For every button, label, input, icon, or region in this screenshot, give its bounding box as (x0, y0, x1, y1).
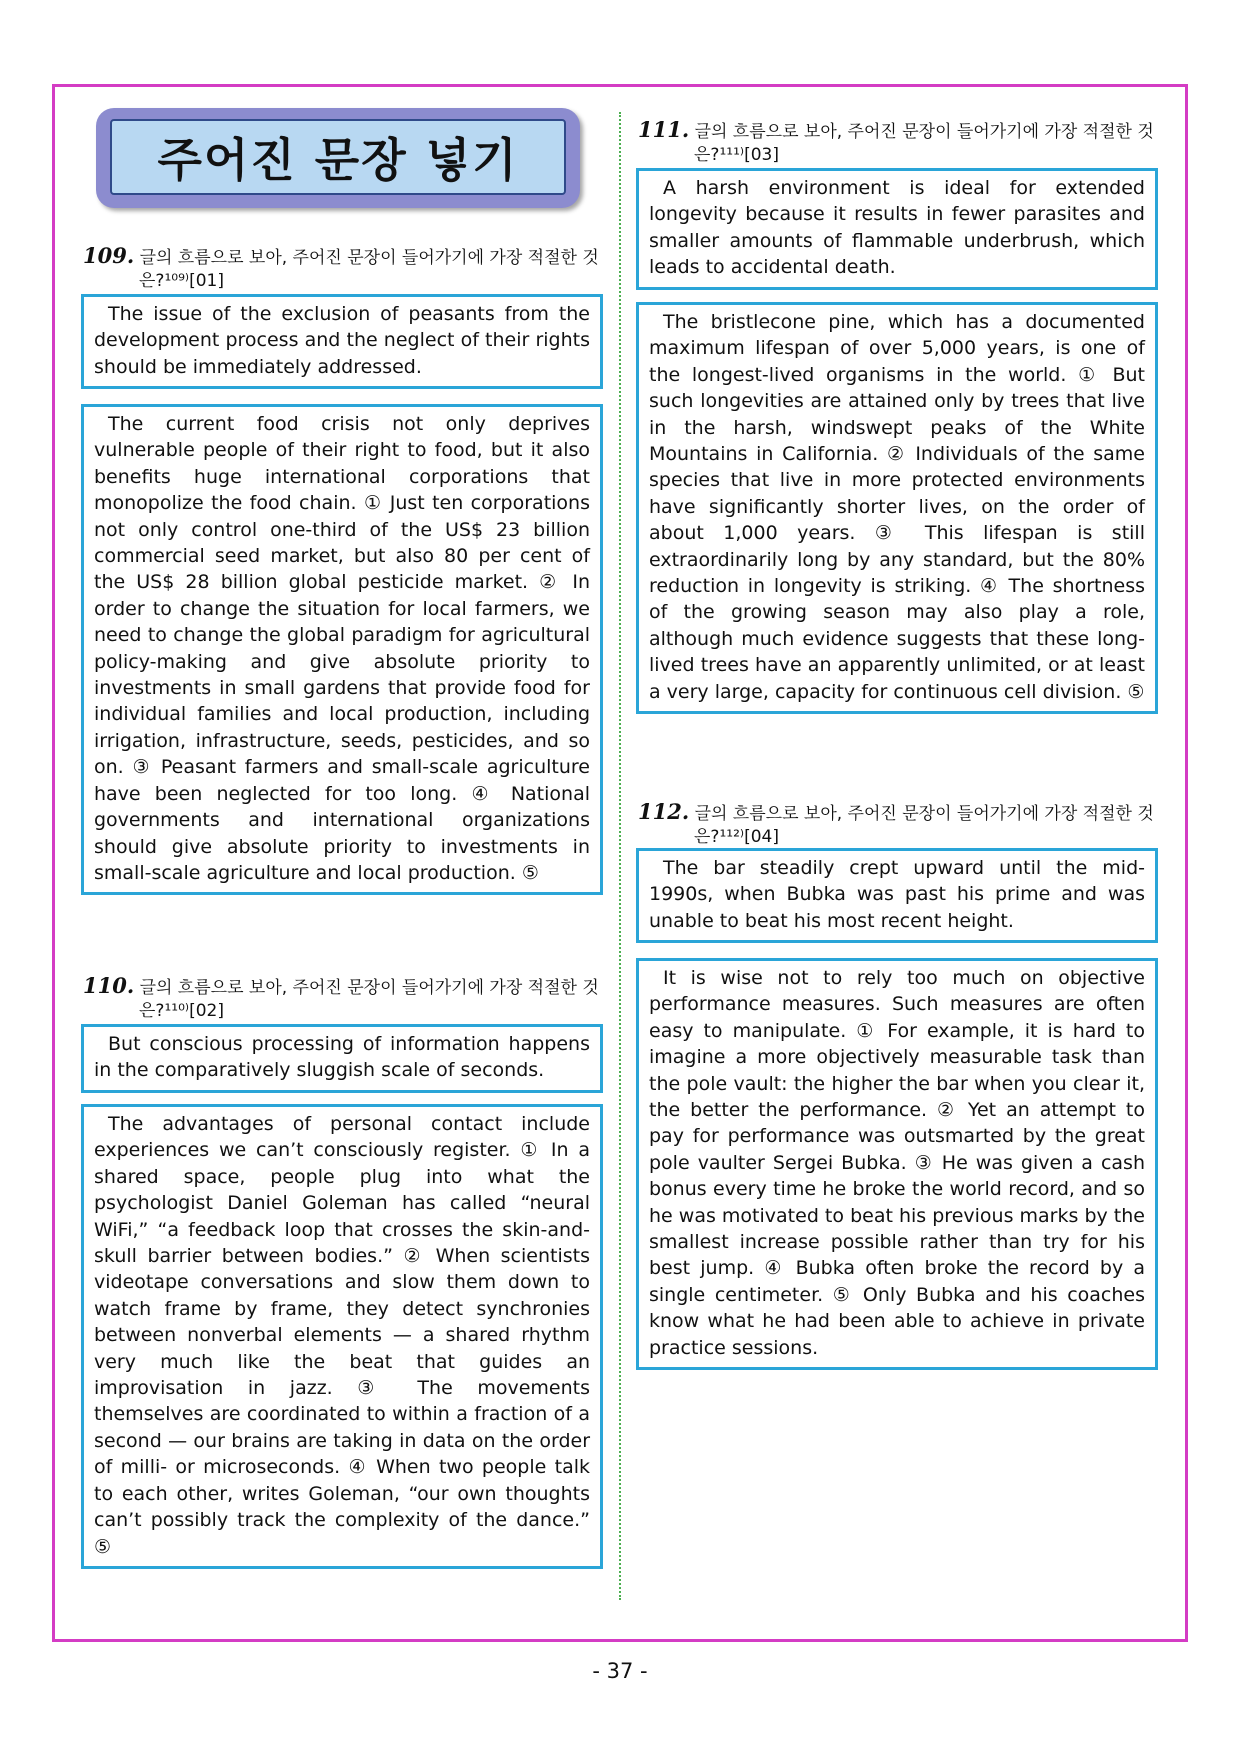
page-number: - 37 - (592, 1659, 648, 1683)
given-sentence: The issue of the exclusion of peasants from the development process and the neglect of their rights should be immediately addressed. (94, 303, 590, 378)
question-prompt: 글의 흐름으로 보아, 주어진 문장이 들어가기에 가장 적절한 것 (139, 978, 599, 998)
question-prompt-cont: 은?¹¹⁰⁾[02] (139, 1001, 224, 1021)
given-sentence: The bar steadily crept upward until the mid-1990s, when Bubka was past his prime and was unable to beat his most recent height. (649, 857, 1145, 932)
given-sentence-box-112 (636, 848, 1158, 943)
passage-box-110 (81, 1104, 603, 1569)
passage-text: The bristlecone pine, which has a documented maximum lifespan of over 5,000 years, is one of the longest-lived organisms in the world. ① But such longevities are attained only by trees that live in the harsh, windswept peaks of the White Mountains in California. ② Individuals of the same species that live in more protected environments have significantly shorter lives, on the order of about 1,000 years. ③ This lifespan is still extraordinarily long by any standard, but the 80% reduction in longevity is striking. ④ The shortness of the growing season may also play a role, although much evidence suggests that these long-lived trees have an apparently unlimited, or at least a very large, capacity for continuous cell division. ⑤ (649, 311, 1145, 703)
given-sentence: A harsh environment is ideal for extended longevity because it results in fewer parasites and smaller amounts of flammable underbrush, which leads to accidental death. (649, 177, 1145, 279)
question-111-header (638, 118, 1160, 167)
question-prompt: 글의 흐름으로 보아, 주어진 문장이 들어가기에 가장 적절한 것 (694, 122, 1154, 142)
given-sentence: But conscious processing of information happens in the comparatively sluggish scale of seconds. (94, 1033, 590, 1082)
given-sentence-box-111 (636, 168, 1158, 290)
section-title-banner (96, 108, 580, 208)
passage-text: The advantages of personal contact include experiences we can’t consciously register. ① In a shared space, people plug into what the psychologist Daniel Goleman has called “neural WiFi,” “a feedback loop that crosses the skin-and-skull barrier between bodies.” ② When scientists videotape conversations and slow them down to watch frame by frame, they detect synchronies between nonverbal elements — a shared rhythm very much like the beat that guides an improvisation in jazz. ③ The movements themselves are coordinated to within a fraction of a second — our brains are taking in data on the order of milli- or microseconds. ④ When two people talk to each other, writes Goleman, “our own thoughts can’t possibly track the complexity of the dance.” ⑤ (94, 1113, 590, 1558)
passage-box-112 (636, 958, 1158, 1370)
given-sentence-box-110 (81, 1024, 603, 1093)
given-sentence-box-109 (81, 294, 603, 389)
question-prompt-cont: 은?¹¹¹⁾[03] (694, 145, 779, 165)
question-number: 112. (638, 799, 690, 824)
question-112-header (638, 800, 1160, 849)
section-title: 주어진 문장 넣기 (157, 133, 519, 187)
passage-box-109 (81, 404, 603, 895)
question-110-header (83, 974, 605, 1023)
question-number: 109. (83, 243, 135, 268)
passage-text: The current food crisis not only deprives vulnerable people of their right to food, but it also benefits huge international corporations that monopolize the food chain. ① Just ten corporations not only control one-third of the US$ 23 billion commercial seed market, but also 80 per cent of the US$ 28 billion global pesticide market. ② In order to change the situation for local farmers, we need to change the global paradigm for agricultural policy-making and give absolute priority to investments in small gardens that provide food for individual families and local production, including irrigation, infrastructure, seeds, pesticides, and so on. ③ Peasant farmers and small-scale agriculture have been neglected for too long. ④ National governments and international organizations should give absolute priority to investments in small-scale agriculture and local production. ⑤ (94, 413, 590, 884)
question-prompt: 글의 흐름으로 보아, 주어진 문장이 들어가기에 가장 적절한 것 (139, 248, 599, 268)
question-number: 111. (638, 117, 690, 142)
question-number: 110. (83, 973, 135, 998)
passage-text: It is wise not to rely too much on objective performance measures. Such measures are often easy to manipulate. ① For example, it is hard to imagine a more objectively measurable task than the pole vault: the higher the bar when you clear it, the better the performance. ② Yet an attempt to pay for performance was outsmarted by the great pole vaulter Sergei Bubka. ③ He was given a cash bonus every time he broke the world record, and so he was motivated to beat his previous marks by the smallest increase possible rather than try for his best jump. ④ Bubka often broke the record by a single centimeter. ⑤ Only Bubka and his coaches know what he had been able to achieve in private practice sessions. (649, 967, 1145, 1359)
question-prompt-cont: 은?¹⁰⁹⁾[01] (139, 271, 224, 291)
question-109-header (83, 244, 605, 293)
question-prompt: 글의 흐름으로 보아, 주어진 문장이 들어가기에 가장 적절한 것 (694, 804, 1154, 824)
passage-box-111 (636, 302, 1158, 714)
section-title-panel (110, 119, 566, 195)
column-divider (619, 112, 621, 1600)
question-prompt-cont: 은?¹¹²⁾[04] (694, 827, 779, 847)
